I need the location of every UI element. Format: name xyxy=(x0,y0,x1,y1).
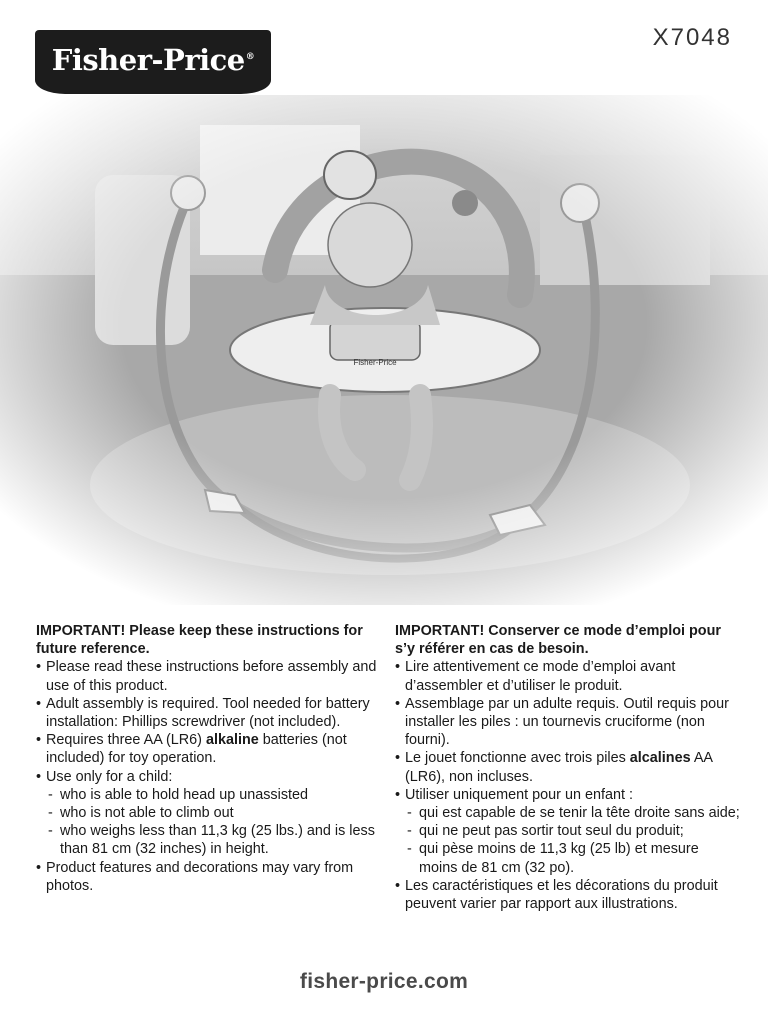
sub-list-item: - who is not able to climb out xyxy=(48,804,381,822)
sub-list-item: - qui ne peut pas sortir tout seul du produit; xyxy=(407,822,740,840)
sub-list-item: - who is able to hold head up unassisted xyxy=(48,786,381,804)
list-item: • Lire attentivement ce mode d’emploi avant d’assembler et d’utiliser le produit. xyxy=(395,658,740,694)
sub-list xyxy=(46,786,381,859)
emphasis: alcalines xyxy=(629,750,691,767)
english-list xyxy=(36,658,381,895)
list-item: • Le jouet fonctionne avec trois piles alcalines AA (LR6), non incluses. xyxy=(395,749,740,785)
model-number: X7048 xyxy=(652,24,732,51)
list-item: • Product features and decorations may vary from photos. xyxy=(36,859,381,895)
sub-list-item: - qui pèse moins de 11,3 kg (25 lb) et mesure moins de 81 cm (32 po). xyxy=(407,840,740,876)
list-item: • Use only for a child: - who is able to hold head up unassisted - who is not able to climb out - who weighs less than 11,3 kg (25 lbs.) and is less than 81 cm (32 inches) in height. xyxy=(36,768,381,859)
registered-mark: ® xyxy=(245,52,255,63)
fisher-price-logo xyxy=(35,30,271,94)
sub-list xyxy=(405,804,740,877)
sub-list-item: - who weighs less than 11,3 kg (25 lbs.) and is less than 81 cm (32 inches) in height. xyxy=(48,822,381,858)
list-item: • Adult assembly is required. Tool needed for battery installation: Phillips screwdriver (not included). xyxy=(36,695,381,731)
english-instructions xyxy=(36,622,381,895)
list-item: • Please read these instructions before assembly and use of this product. xyxy=(36,658,381,694)
list-item: • Requires three AA (LR6) alkaline batteries (not included) for toy operation. xyxy=(36,731,381,767)
list-item: • Assemblage par un adulte requis. Outil requis pour installer les piles : un tournevis cruciforme (non fourni). xyxy=(395,695,740,750)
logo-brand-text: Fisher-Price xyxy=(51,43,245,77)
french-instructions xyxy=(395,622,740,913)
list-item: • Les caractéristiques et les décorations du produit peuvent varier par rapport aux illustrations. xyxy=(395,877,740,913)
french-list xyxy=(395,658,740,913)
emphasis: alkaline xyxy=(205,732,259,749)
french-heading: IMPORTANT! Conserver ce mode d’emploi pour s’y référer en cas de besoin. xyxy=(395,623,721,658)
list-item: • Utiliser uniquement pour un enfant : - qui est capable de se tenir la tête droite sans aide; - qui ne peut pas sortir tout seul du produit; - qui pèse moins de 11,3 kg (25 lb) et mesure moins de 81 cm (32 po). xyxy=(395,786,740,877)
photo-vignette xyxy=(0,95,768,605)
product-photo xyxy=(0,95,768,605)
website-link[interactable]: fisher-price.com xyxy=(299,970,469,993)
english-heading: IMPORTANT! Please keep these instructions for future reference. xyxy=(36,623,363,658)
sub-list-item: - qui est capable de se tenir la tête droite sans aide; xyxy=(407,804,740,822)
